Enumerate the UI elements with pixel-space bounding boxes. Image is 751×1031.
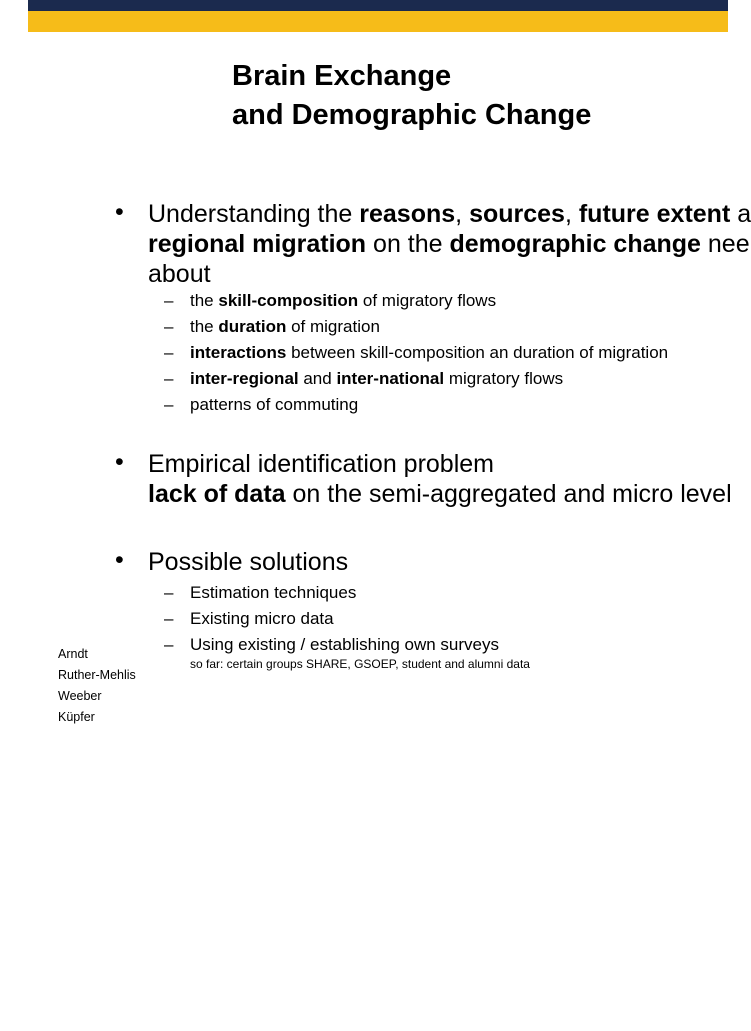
header-band-navy [28, 0, 728, 11]
emphasis: regional migration [148, 230, 367, 258]
dash-marker: – [164, 317, 174, 336]
text: the [190, 291, 219, 310]
dash-marker: – [164, 369, 174, 388]
author-name: Küpfer [58, 710, 95, 724]
emphasis: inter-regional [190, 369, 299, 388]
dash-marker: – [164, 395, 174, 414]
bullet-1-line-2 [148, 229, 750, 259]
dash-marker: – [164, 635, 174, 654]
emphasis: reasons [359, 200, 456, 228]
header-band [28, 0, 728, 32]
emphasis: lack of data [148, 480, 286, 508]
dash-marker: – [164, 291, 174, 310]
bullet-1-sub-1 [190, 288, 496, 314]
bullet-3-line-1: Possible solutions [148, 548, 349, 576]
text: of migratory flows [358, 291, 497, 310]
bullet-2-line-1: Empirical identification problem [148, 450, 494, 478]
text: and [298, 369, 337, 388]
bullet-3-sub-3: Using existing / establishing own surveys [190, 635, 499, 654]
text: a [730, 200, 751, 228]
bullet-marker: • [115, 448, 124, 476]
bullet-marker: • [115, 546, 124, 574]
bullet-1-sub-2 [190, 314, 380, 340]
emphasis: future extent [578, 200, 731, 228]
author-name: Arndt [58, 647, 88, 661]
text: , [455, 200, 470, 228]
text: Understanding the [148, 200, 360, 228]
bullet-1-line-3: about [148, 260, 211, 288]
text: , [564, 200, 579, 228]
text: the [190, 317, 219, 336]
bullet-1-line-1 [148, 199, 751, 229]
text: of migration [286, 317, 380, 336]
author-name: Ruther-Mehlis [58, 668, 136, 682]
emphasis: skill-composition [218, 291, 359, 310]
bullet-1-sub-3 [190, 340, 668, 366]
emphasis: sources [469, 200, 565, 228]
emphasis: demographic change [449, 230, 701, 258]
emphasis: interactions [190, 343, 287, 362]
author-name: Weeber [58, 689, 102, 703]
bullet-3-sub-1: Estimation techniques [190, 583, 357, 602]
slide-title [232, 57, 591, 135]
bullet-2-line-2 [148, 479, 732, 509]
bullet-3-sub-2: Existing micro data [190, 609, 334, 628]
text: on the semi-aggregated and micro level [285, 480, 732, 508]
text: on the [366, 230, 450, 258]
bullet-1-sub-5: patterns of commuting [190, 395, 359, 414]
title-line-2: and Demographic Change [232, 99, 592, 131]
emphasis: inter-national [336, 369, 445, 388]
author-list [58, 644, 136, 728]
text: migratory flows [444, 369, 564, 388]
bullet-1-sub-4 [190, 366, 563, 392]
dash-marker: – [164, 583, 174, 602]
bullet-marker: • [115, 198, 124, 226]
dash-marker: – [164, 609, 174, 628]
title-line-1: Brain Exchange [232, 60, 452, 92]
text: between skill-composition an duration of migration [286, 343, 669, 362]
dash-marker: – [164, 343, 174, 362]
bullet-3-note: so far: certain groups SHARE, GSOEP, student and alumni data [190, 657, 530, 671]
header-band-gold [28, 11, 728, 32]
text: nee [700, 230, 750, 258]
emphasis: duration [218, 317, 287, 336]
